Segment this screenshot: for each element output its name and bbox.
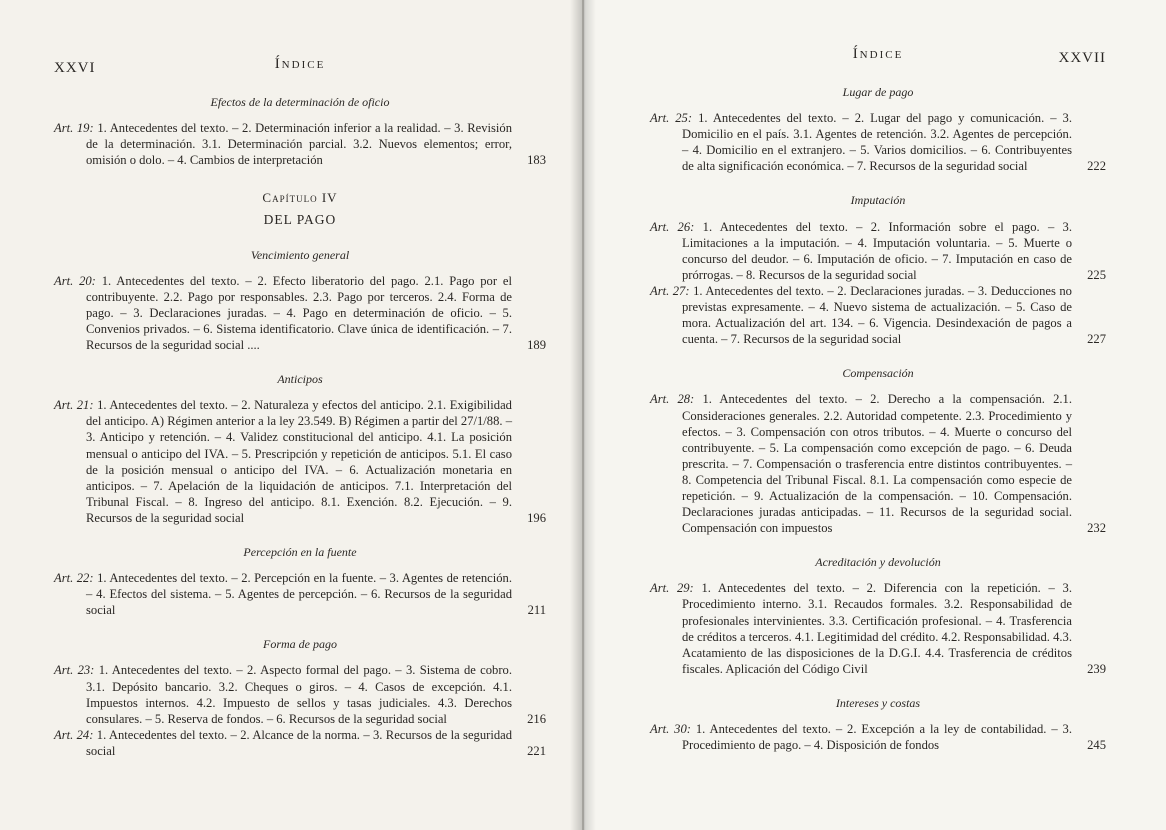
entry-body bbox=[650, 721, 1072, 753]
article-number: Art. 23: bbox=[54, 663, 95, 678]
entry-page-number: 239 bbox=[1087, 661, 1106, 676]
section-title: Percepción en la fuente bbox=[243, 544, 357, 559]
article-number: Art. 26: bbox=[650, 219, 695, 234]
left-page bbox=[0, 0, 582, 830]
right-page-header bbox=[650, 46, 1106, 68]
index-entry-art-23 bbox=[54, 662, 546, 726]
entry-text: 1. Antecedentes del texto. – 2. Derecho a la compensación. 2.1. Consideraciones generales. 2.2. Autoridad competente. 2.3. Procedimiento y efectos. – 3. Compensación con otros tributos. – 4. Muerte o concurso del contribuyente. – 5. La compensación como excepción de pago. – 6. Deuda prescrita. – 7. Compensación o trasferencia entre distintos contribuyentes. – 8. Competencia del Tribunal Fiscal. 8.1. La compensación como especie de repetición. – 9. Actualización de la compensación. – 10. Compensación. Declaraciones juradas anticipadas. – 11. Recursos de la seguridad social. Compensación con impuestos bbox=[682, 392, 1073, 536]
right-page-header-title: Índice bbox=[852, 46, 904, 62]
left-page-content bbox=[54, 94, 546, 759]
article-number: Art. 24: bbox=[54, 727, 94, 742]
chapter-title: DEL PAGO bbox=[263, 212, 337, 228]
entry-page-number: 216 bbox=[527, 711, 546, 726]
entry-body bbox=[54, 570, 512, 618]
index-entry-art-28 bbox=[650, 391, 1106, 536]
entry-body bbox=[54, 662, 512, 726]
left-page-header bbox=[54, 56, 546, 78]
article-number: Art. 19: bbox=[54, 121, 94, 136]
entry-page-number: 245 bbox=[1087, 738, 1106, 753]
index-entry-art-20 bbox=[54, 273, 546, 353]
entry-page-number: 225 bbox=[1087, 267, 1106, 282]
entry-body bbox=[54, 273, 512, 353]
article-number: Art. 29: bbox=[650, 581, 694, 596]
section-title: Forma de pago bbox=[263, 637, 337, 652]
entry-page-number: 196 bbox=[527, 510, 546, 525]
entry-text: 1. Antecedentes del texto. – 2. Percepción en la fuente. – 3. Agentes de retención. – 4. Efectos del sistema. – 5. Agentes de percepción. – 6. Recursos de la seguridad social bbox=[86, 571, 512, 618]
section-title: Anticipos bbox=[277, 372, 323, 387]
article-number: Art. 27: bbox=[650, 283, 690, 298]
entry-page-number: 183 bbox=[527, 153, 546, 168]
entry-body bbox=[650, 283, 1072, 347]
section-title: Imputación bbox=[850, 193, 906, 208]
entry-body bbox=[650, 219, 1072, 283]
entry-page-number: 232 bbox=[1087, 521, 1106, 536]
entry-text: 1. Antecedentes del texto. – 2. Declaraciones juradas. – 3. Deducciones no previstas expresamente. – 4. Nuevo sistema de actualización. – 5. Caso de mora. Actualización del art. 134. – 6. Vigencia. Desindexación de pagos a cuenta. – 7. Recursos de la seguridad social bbox=[682, 283, 1072, 347]
entry-page-number: 227 bbox=[1087, 332, 1106, 347]
entry-text: 1. Antecedentes del texto. – 2. Lugar del pago y comunicación. – 3. Domicilio en el país. 3.1. Agentes de retención. 3.2. Agentes de percepción. – 4. Domicilio en el extranjero. – 5. Varios domicilios. – 6. Contribuyentes de alta significación económica. – 7. Recursos de la seguridad social bbox=[682, 111, 1072, 174]
entry-page-number: 221 bbox=[527, 743, 546, 758]
entry-body bbox=[54, 120, 512, 168]
entry-text: 1. Antecedentes del texto. – 2. Alcance de la norma. – 3. Recursos de la seguridad social bbox=[86, 727, 512, 758]
entry-text: 1. Antecedentes del texto. – 2. Excepción a la ley de contabilidad. – 3. Procedimiento de pago. – 4. Disposición de fondos bbox=[682, 722, 1072, 753]
article-number: Art. 25: bbox=[650, 111, 693, 126]
section-title: Lugar de pago bbox=[842, 85, 914, 99]
entry-text: 1. Antecedentes del texto. – 2. Naturaleza y efectos del anticipo. 2.1. Exigibilidad del anticipo. A) Régimen anterior a la ley 23.549. B) Régimen a partir del 27/1/88. – 3. Anticipo y retención. – 4. Validez constitucional del anticipo. 4.1. La posición mensual o anticipo del IVA. – 5. Prescripción y repetición de anticipos. 5.1. El caso de la posición mensual o anticipo del IVA. – 6. Actualización monetaria en anticipos. – 7. Apelación de la liquidación de anticipos. 7.1. Interpretación del Tribunal Fiscal. – 8. Ingreso del anticipo. 8.1. Exención. 8.2. Ejecución. – 9. Recursos de la seguridad social bbox=[86, 398, 512, 525]
entry-page-number: 211 bbox=[527, 603, 546, 618]
entry-body bbox=[650, 580, 1072, 677]
index-entry-art-29 bbox=[650, 580, 1106, 677]
section-title: Efectos de la determinación de oficio bbox=[210, 95, 390, 109]
index-entry-art-22 bbox=[54, 570, 546, 618]
article-number: Art. 21: bbox=[54, 398, 94, 413]
section-title: Compensación bbox=[842, 366, 914, 381]
entry-body bbox=[54, 727, 512, 759]
index-entry-art-19 bbox=[54, 120, 546, 168]
right-page bbox=[584, 0, 1166, 830]
left-page-number: XXVI bbox=[54, 60, 96, 76]
index-entry-art-30 bbox=[650, 721, 1106, 753]
entry-page-number: 222 bbox=[1087, 159, 1106, 174]
index-entry-art-27 bbox=[650, 283, 1106, 347]
entry-body bbox=[54, 397, 512, 526]
article-number: Art. 22: bbox=[54, 571, 94, 586]
entry-text: 1. Antecedentes del texto. – 2. Efecto liberatorio del pago. 2.1. Pago por el contribuyente. 2.2. Pago por responsables. 2.3. Pago por terceros. 2.4. Forma de pago. – 3. Declaraciones juradas. – 4. Pago en determinación de oficio. – 5. Convenios privados. – 6. Sistema identificatorio. Clave única de identificación. – 7. Recursos de la seguridad social .... bbox=[86, 273, 512, 353]
index-entry-art-26 bbox=[650, 219, 1106, 283]
index-entry-art-24 bbox=[54, 727, 546, 759]
section-title: Vencimiento general bbox=[250, 247, 350, 262]
section-title: Intereses y costas bbox=[835, 695, 921, 710]
article-number: Art. 30: bbox=[650, 722, 691, 736]
article-number: Art. 28: bbox=[650, 392, 695, 407]
index-entry-art-21 bbox=[54, 397, 546, 526]
section-title: Acreditación y devolución bbox=[815, 555, 941, 570]
article-number: Art. 20: bbox=[54, 273, 96, 288]
entry-text: 1. Antecedentes del texto. – 2. Información sobre el pago. – 3. Limitaciones a la imputación. – 4. Imputación voluntaria. – 5. Muerte o concurso del deudor. – 6. Imputación de oficio. – 7. Imputación en caso de prórrogas. – 8. Recursos de la seguridad social bbox=[682, 219, 1073, 282]
entry-text: 1. Antecedentes del texto. – 2. Aspecto formal del pago. – 3. Sistema de cobro. 3.1. Depósito bancario. 3.2. Cheques o giros. – 4. Casos de excepción. 4.1. Impuestos internos. 4.2. Impuesto de sellos y tasas judiciales. 4.3. Derechos consulares. – 5. Reserva de fondos. – 6. Recursos de la seguridad social bbox=[86, 663, 512, 726]
entry-body bbox=[650, 391, 1072, 536]
left-page-header-title: Índice bbox=[274, 56, 326, 72]
chapter-number: Capítulo IV bbox=[262, 190, 338, 206]
entry-body bbox=[650, 110, 1072, 174]
index-entry-art-25 bbox=[650, 110, 1106, 174]
entry-text: 1. Antecedentes del texto. – 2. Diferencia con la repetición. – 3. Procedimiento interno. 3.1. Recaudos formales. 3.2. Responsabilidad de profesionales intervinientes. 3.3. Certificación profesional. – 4. Trasferencia de créditos a terceros. 4.1. Legitimidad del crédito. 4.2. Responsabilidad. 4.3. Acatamiento de las disposiciones de la D.G.I. 4.4. Trasferencia de créditos fiscales. Aplicación del Código Civil bbox=[682, 581, 1072, 676]
right-page-number: XXVII bbox=[1058, 50, 1106, 66]
right-page-content bbox=[650, 84, 1106, 753]
entry-text: 1. Antecedentes del texto. – 2. Determinación inferior a la realidad. – 3. Revisión de la determinación. 3.1. Determinación parcial. 3.2. Nuevos elementos; error, omisión o dolo. – 4. Cambios de interpretación bbox=[86, 121, 513, 168]
entry-page-number: 189 bbox=[527, 338, 546, 353]
